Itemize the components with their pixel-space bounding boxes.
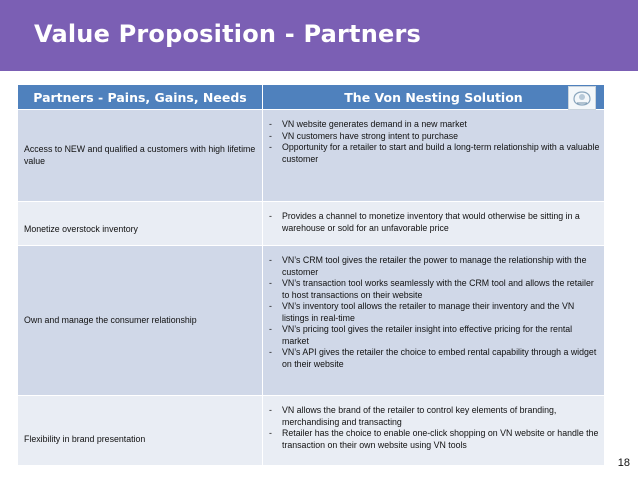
need-cell: Monetize overstock inventory — [18, 202, 263, 246]
table-header-row — [18, 85, 605, 110]
solution-list — [269, 119, 600, 165]
solution-item: - VN’s CRM tool gives the retailer the power to manage the relationship with the customer — [269, 255, 600, 278]
von-nesting-logo-icon — [568, 86, 596, 110]
solution-item: - Opportunity for a retailer to start and build a long-term relationship with a valuable customer — [269, 142, 600, 165]
table-row — [18, 246, 605, 396]
solution-list — [269, 211, 600, 234]
solution-item: - VN’s inventory tool allows the retailer to manage their inventory and the VN listings in real-time — [269, 301, 600, 324]
solution-item: - VN’s API gives the retailer the choice to embed rental capability through a widget on their website — [269, 347, 600, 370]
solution-cell — [263, 110, 605, 202]
need-cell: Access to NEW and qualified a customers with high lifetime value — [18, 110, 263, 202]
table-row — [18, 202, 605, 246]
solution-item: - VN allows the brand of the retailer to control key elements of branding, merchandising and transacting — [269, 405, 600, 428]
solution-item: - VN’s pricing tool gives the retailer insight into effective pricing for the rental market — [269, 324, 600, 347]
solution-cell — [263, 202, 605, 246]
solution-list — [269, 255, 600, 370]
need-cell: Flexibility in brand presentation — [18, 396, 263, 466]
table-row — [18, 110, 605, 202]
page-number: 18 — [617, 457, 630, 469]
header-solution-label: The Von Nesting Solution — [344, 89, 523, 105]
solution-cell — [263, 396, 605, 466]
solution-cell — [263, 246, 605, 396]
solution-item: - VN website generates demand in a new market — [269, 119, 600, 131]
value-proposition-table — [17, 84, 605, 466]
need-cell: Own and manage the consumer relationship — [18, 246, 263, 396]
header-solution — [263, 85, 605, 110]
solution-item: - VN’s transaction tool works seamlessly with the CRM tool and allows the retailer to host transactions on their website — [269, 278, 600, 301]
solution-list — [269, 405, 600, 451]
table-row — [18, 396, 605, 466]
header-partners: Partners - Pains, Gains, Needs — [18, 85, 263, 110]
solution-item: - Provides a channel to monetize inventory that would otherwise be sitting in a warehouse or sold for an unfavorable price — [269, 211, 600, 234]
solution-item: - Retailer has the choice to enable one-click shopping on VN website or handle the transaction on their own website using VN tools — [269, 428, 600, 451]
slide-title: Value Proposition - Partners — [34, 20, 421, 48]
solution-item: - VN customers have strong intent to purchase — [269, 131, 600, 143]
title-bar — [0, 0, 638, 71]
